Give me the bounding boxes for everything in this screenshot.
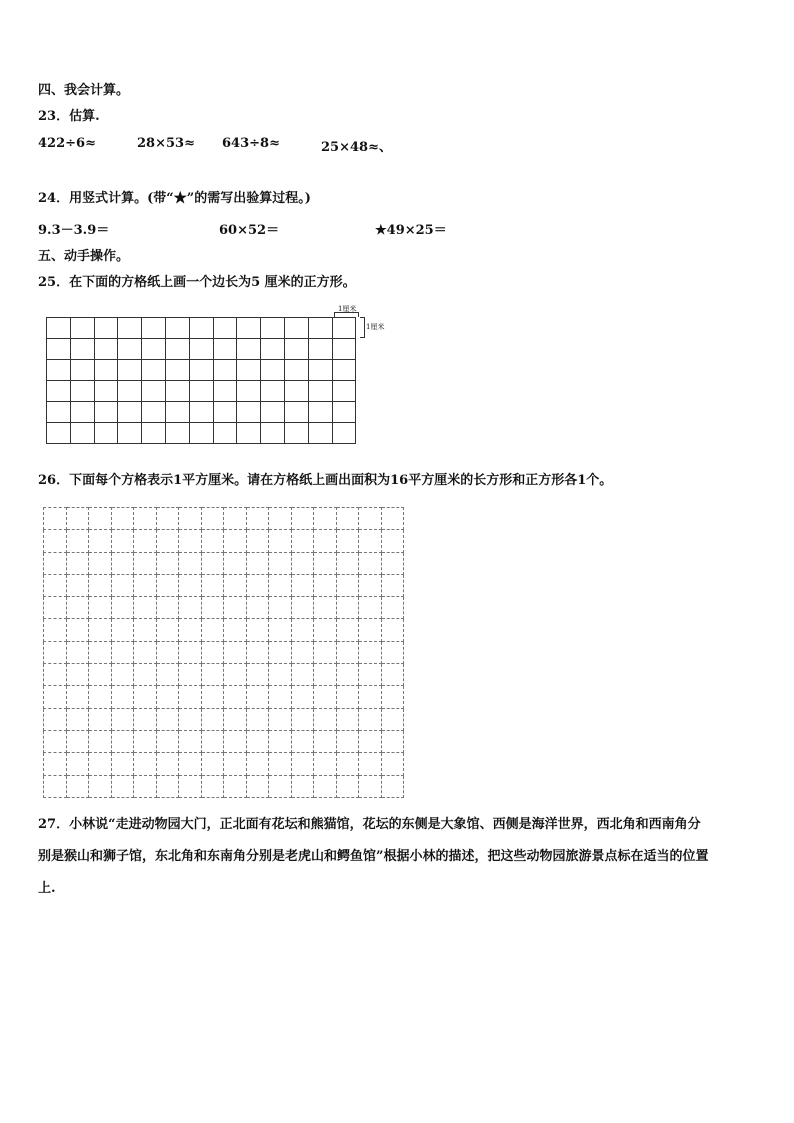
q23-item: 422÷6≈ bbox=[38, 136, 96, 151]
q24-item: 60×52＝ bbox=[219, 223, 280, 238]
q27-line-2: 别是猴山和狮子馆，东北角和东南角分别是老虎山和鳄鱼馆”根据小林的描述，把这些动物园旅游景点标在适当的位置 bbox=[38, 849, 709, 864]
q27-line-1: 27．小林说“走进动物园大门，正北面有花坛和熊猫馆，花坛的东侧是大象馆、西侧是海洋世界，西北角和西南角分 bbox=[38, 817, 701, 832]
q26-grid-paper[interactable] bbox=[43, 507, 404, 798]
q24-item: ★49×25＝ bbox=[375, 223, 447, 238]
unit-label-vertical: 1厘米 bbox=[366, 323, 385, 331]
q27-line-3: 上. bbox=[38, 881, 56, 896]
q23-title: 23．估算. bbox=[38, 109, 100, 124]
q24-title: 24．用竖式计算。(带“★”的需写出验算过程。) bbox=[38, 191, 311, 206]
unit-bracket-vertical bbox=[360, 317, 365, 338]
q25-title: 25．在下面的方格纸上画一个边长为5 厘米的正方形。 bbox=[38, 275, 356, 290]
q23-item: 28×53≈ bbox=[137, 136, 195, 151]
q24-item: 9.3－3.9＝ bbox=[38, 223, 110, 238]
section-5-heading: 五、动手操作。 bbox=[38, 249, 130, 264]
q23-item: 25×48≈、 bbox=[321, 140, 392, 155]
q25-grid-paper[interactable] bbox=[46, 317, 356, 444]
unit-label-horizontal: 1厘米 bbox=[338, 305, 357, 313]
q23-item: 643÷8≈ bbox=[222, 136, 280, 151]
q26-title: 26．下面每个方格表示1平方厘米。请在方格纸上画出面积为16平方厘米的长方形和正方形各1个。 bbox=[38, 473, 613, 488]
section-4-heading: 四、我会计算。 bbox=[38, 83, 130, 98]
